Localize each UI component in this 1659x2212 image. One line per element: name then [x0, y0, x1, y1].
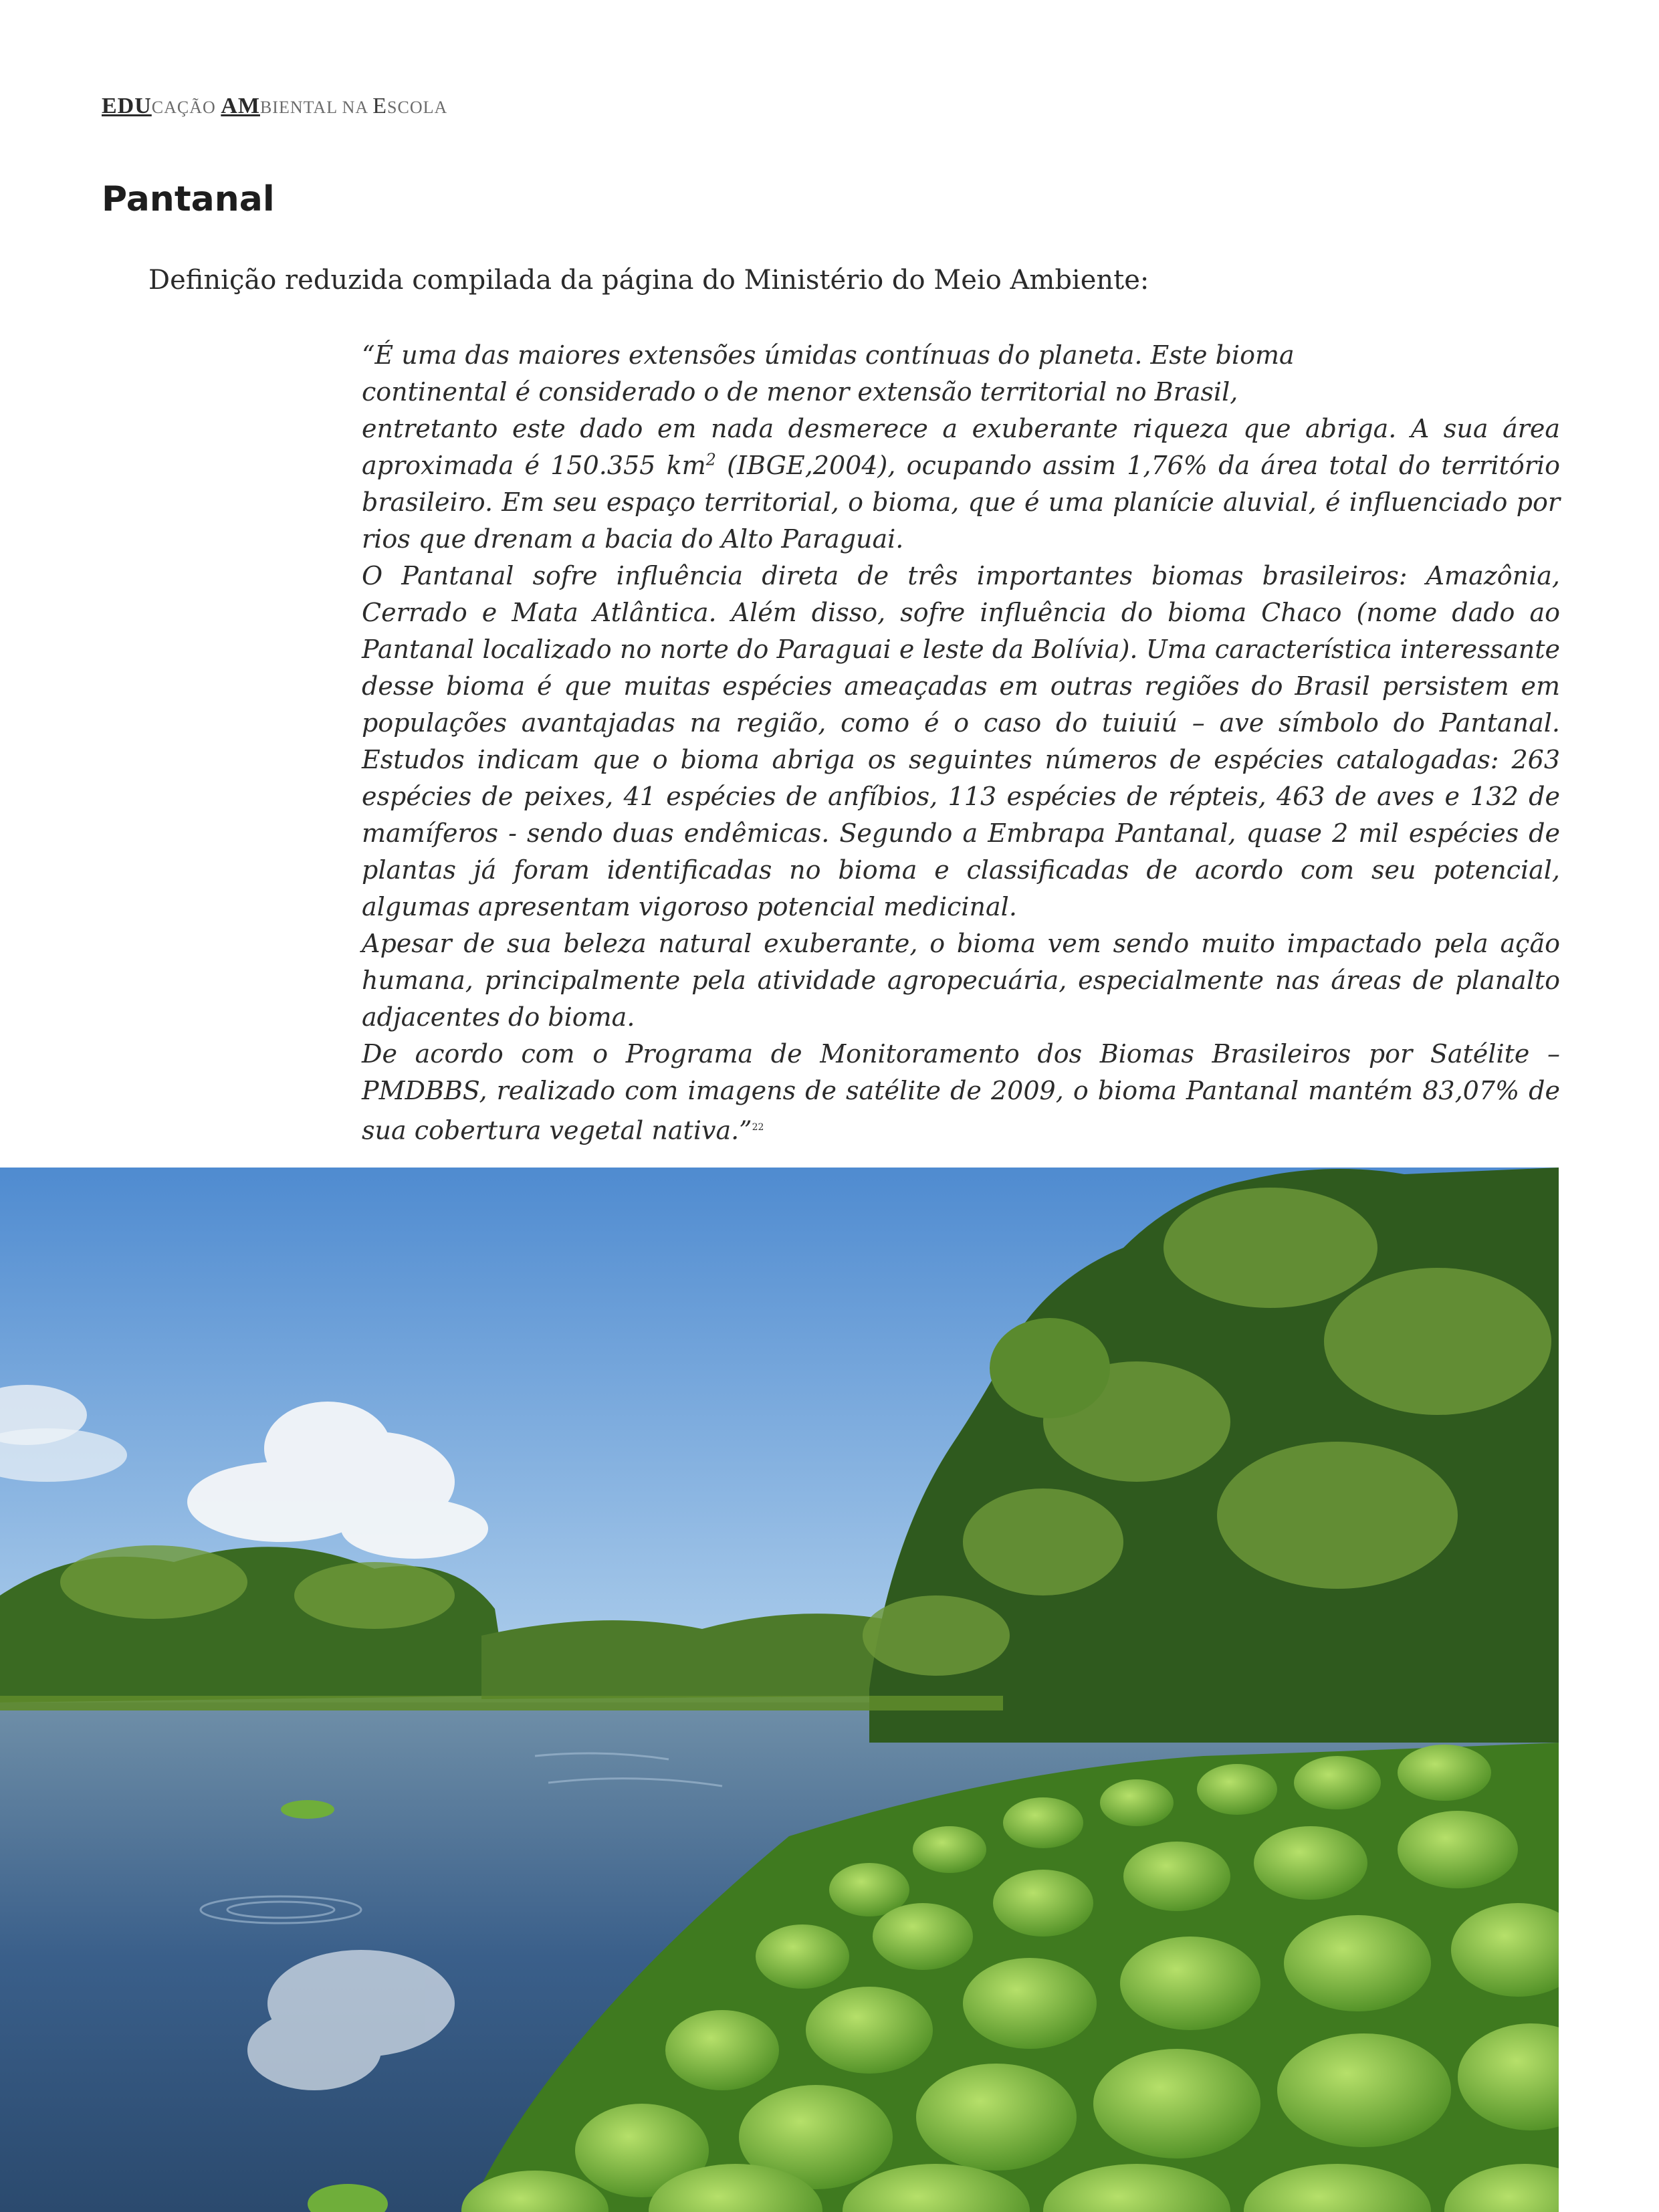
running-header-part: E [372, 94, 388, 118]
quote-line-2: continental é considerado o de menor extensão territorial no Brasil, [362, 377, 1238, 407]
tall-tree-crown [990, 1318, 1110, 1418]
quote-paragraph-4 [362, 1036, 1560, 1149]
superscript-2: 2 [705, 450, 716, 469]
floating-vegetation-strip [0, 1696, 1003, 1710]
intro-sentence: Definição reduzida compilada da página do Ministério do Meio Ambiente: [148, 265, 1149, 296]
footnote-reference: 22 [752, 1122, 764, 1133]
running-header-part: SCOLA [387, 98, 448, 117]
river-landscape-illustration [0, 1168, 1559, 2212]
quote-p1-b: (IBGE,2004), ocupando assim 1,76% da área total do território brasileiro. Em seu espaço territorial, o bioma, que é uma planície aluvial, é influenciado por rios que drenam a bacia do Alto Paraguai. [362, 451, 1560, 554]
running-header-part: AM [221, 94, 260, 118]
quote-paragraph-2: O Pantanal sofre influência direta de três importantes biomas brasileiros: Amazônia, Cerrado e Mata Atlântica. Além disso, sofre influência do bioma Chaco (nome dado ao Pantanal localizado no norte do Paraguai e leste da Bolívia). Uma característica interessante desse bioma é que muitas espécies ameaçadas em outras regiões do Brasil persistem em populações avantajadas na região, como é o caso do tuiuiú – ave símbolo do Pantanal. Estudos indicam que o bioma abriga os seguintes números de espécies catalogadas: 263 espécies de peixes, 41 espécies de anfíbios, 113 espécies de répteis, 463 de aves e 132 de mamíferos - sendo duas endêmicas. Segundo a Embrapa Pantanal, quase 2 mil espécies de plantas já foram identificadas no bioma e classificadas de acordo com seu potencial, algumas apresentam vigoroso potencial medicinal. [362, 561, 1560, 921]
quote-block [362, 337, 1560, 1149]
quote-paragraph-3: Apesar de sua beleza natural exuberante, o bioma vem sendo muito impactado pela ação humana, principalmente pela atividade agropecuária, especialmente nas áreas de planalto adjacentes do bioma. [362, 929, 1560, 1032]
running-header-part: EDU [102, 94, 152, 118]
pantanal-river-photo [0, 1168, 1559, 2212]
running-header-part: CAÇÃO [151, 98, 221, 117]
quote-p4-text: De acordo com o Programa de Monitoramento dos Biomas Brasileiros por Satélite – PMDBBS, realizado com imagens de satélite de 2009, o bioma Pantanal mantém 83,07% de sua cobertura vegetal nativa.” [362, 1039, 1560, 1145]
running-header-part: BIENTAL NA [259, 98, 373, 117]
running-header [102, 94, 447, 119]
quote-line-1: “É uma das maiores extensões úmidas contínuas do planeta. Este bioma [362, 340, 1295, 370]
section-title: Pantanal [102, 179, 275, 219]
quote-p1-a: entretanto este dado em nada desmerece a exuberante riqueza que abriga. A sua área aproximada é 150.355 km [362, 414, 1560, 480]
quote-paragraph-1 [362, 411, 1560, 558]
